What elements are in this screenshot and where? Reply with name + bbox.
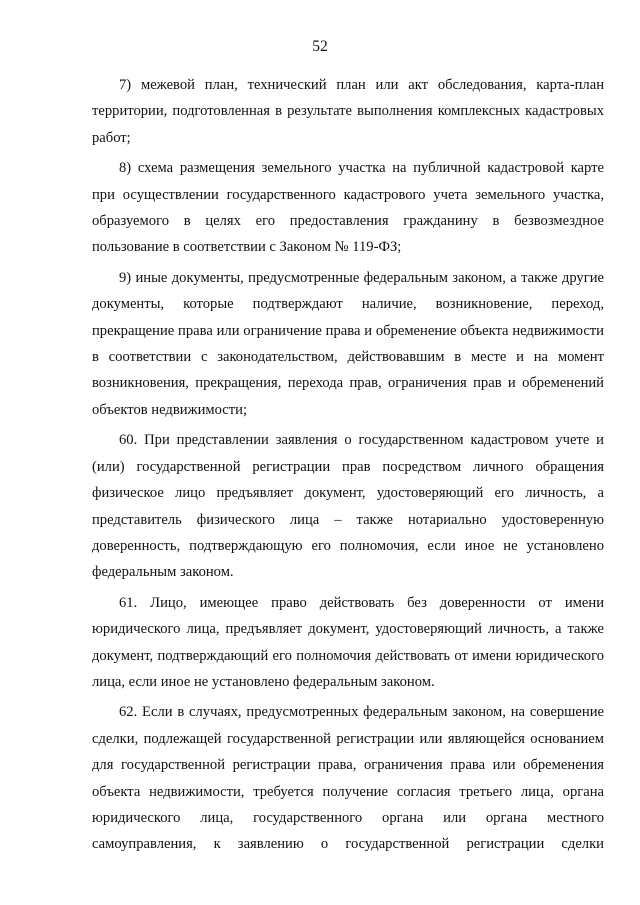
paragraph-item-7: 7) межевой план, технический план или акт обследования, карта-план территории, подготовленная в результате выполнения комплексных кадастровых работ; (92, 77, 604, 146)
page-number: 52 (312, 38, 328, 55)
paragraph-62: 62. Если в случаях, предусмотренных федеральным законом, на совершение сделки, подлежащей государственной регистрации или являющейся основанием для государственной регистрации права, ограничения права или обременения объекта недвижимости, требуется получение согласия третьего лица, органа юридического лица, государственного органа или органа местного самоуправления, к заявлению о государственной регистрации сделки (92, 704, 604, 853)
paragraph-item-8: 8) схема размещения земельного участка на публичной кадастровой карте при осуществлении государственного кадастрового учета земельного участка, образуемого в целях его предоставления гражданину в безвозмездное пользование в соответствии с Законом № 119-ФЗ; (92, 160, 604, 256)
paragraph-item-9: 9) иные документы, предусмотренные федеральным законом, а также другие документы, которые подтверждают наличие, возникновение, переход, прекращение права или ограничение права и обременение объекта недвижимости в соответствии с законодательством, действовавшим в месте и на момент возникновения, прекращения, перехода прав, ограничения прав и обременений объектов недвижимости; (92, 269, 604, 418)
paragraph-60: 60. При представлении заявления о государственном кадастровом учете и (или) государственной регистрации прав посредством личного обращения физическое лицо предъявляет документ, удостоверяющий его личность, а представитель физического лица – также нотариально удостоверенную доверенность, подтверждающую его полномочия, если иное не установлено федеральным законом. (92, 432, 604, 581)
paragraph-61: 61. Лицо, имеющее право действовать без доверенности от имени юридического лица, предъявляет документ, удостоверяющий личность, а также документ, подтверждающий его полномочия действовать от имени юридического лица, если иное не установлено федеральным законом. (92, 594, 604, 690)
document-body (92, 72, 604, 858)
